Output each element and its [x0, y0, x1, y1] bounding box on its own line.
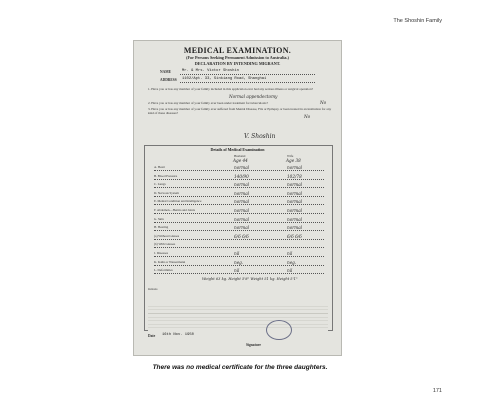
date-value: 16th Nov. 1950: [162, 333, 194, 337]
result-row-wife: normal: [287, 182, 303, 188]
result-row-label: G. Skin: [154, 216, 164, 221]
result-row-husband: nil: [234, 251, 240, 256]
result-row-label: (b) With Glasses: [154, 242, 176, 247]
result-row-dotline: [154, 179, 324, 180]
answer-3: No: [304, 114, 311, 119]
result-row-label: B. Blood Pressure: [154, 173, 178, 178]
question-3: 3. Have you or has any member of your family ever suffered from Mental Disease, Fits or Epilepsy or been treated in an institution for any kind of these diseases?: [148, 107, 332, 115]
result-row-husband: normal: [234, 182, 250, 188]
result-row-label: K. Kahn or Wassermann: [154, 259, 186, 264]
result-row-wife: neg.: [287, 259, 297, 265]
result-row-dotline: [154, 204, 324, 205]
remarks: [148, 288, 328, 292]
result-row-husband: normal: [234, 216, 250, 222]
running-head: The Shoshin Family: [393, 18, 442, 24]
question-1: 1. Have you or has any member of your family included in this application ever had any serious illness or surgical operation?: [148, 87, 314, 91]
figure-caption: There was no medical certificate for the three daughters.: [152, 364, 328, 371]
result-row-wife: normal: [287, 208, 303, 213]
result-row-dotline: [154, 247, 324, 248]
result-row-label: H. Hearing: [154, 225, 169, 230]
col-wife: Wife: [287, 154, 294, 158]
result-row-dotline: [154, 265, 324, 266]
result-row-wife: normal: [287, 225, 303, 231]
answer-2: No: [320, 100, 327, 105]
result-row-dotline: [154, 230, 324, 231]
weight-line: Weight 63 kg. Height 5'8" Weight 51 kg. Height 5'1": [202, 277, 298, 281]
name-dotline: [180, 74, 315, 75]
result-row-husband: normal: [234, 225, 250, 231]
col-age-husband: Age 44: [233, 158, 248, 163]
result-row-husband: normal: [234, 199, 250, 205]
document-declaration: DECLARATION BY INTENDING MIGRANT.: [194, 61, 281, 66]
document-title: MEDICAL EXAMINATION.: [183, 46, 292, 55]
answer-1: Normal appendectomy: [229, 94, 278, 99]
result-row-dotline: [154, 170, 324, 171]
result-row-wife: normal: [287, 199, 303, 205]
address-dotline: [180, 82, 315, 83]
result-row-label: L. Deformities: [154, 268, 173, 273]
result-row-husband: 6/6 6/6: [234, 233, 249, 239]
result-row-dotline: [154, 213, 324, 214]
result-row-wife: 6/6 6/6: [287, 233, 302, 239]
page-number: 171: [432, 388, 442, 394]
result-row-husband: nil: [234, 268, 240, 274]
name-value: Mr. & Mrs. Victor Shoshin: [182, 69, 239, 73]
result-row-dotline: [154, 222, 324, 223]
result-row-dotline: [154, 256, 324, 257]
remarks-label: Remarks: [148, 288, 158, 291]
result-row-wife: normal: [287, 165, 303, 170]
result-row-wife: normal: [287, 190, 303, 196]
result-row-label: F. Abdomen—Hernia and Joints: [154, 208, 196, 212]
result-row-wife: normal: [287, 216, 303, 222]
name-label: NAME: [160, 70, 171, 74]
address-value: 1102/Apt. 33, Sinkiang Road, Shanghai: [182, 77, 267, 81]
result-row-dotline: [154, 239, 324, 240]
result-row-wife: 102/78: [287, 173, 302, 179]
declaration-paragraph: [148, 303, 328, 331]
date-label: Date: [148, 334, 156, 338]
result-row-label: E. Mental Condition and Intelligence: [154, 199, 202, 204]
result-row-label: A. Heart: [154, 165, 165, 169]
result-row-wife: nil: [287, 268, 293, 274]
result-row-husband: 140/90: [234, 173, 249, 179]
result-row-wife: nil: [287, 251, 293, 256]
document-subtitle: (For Persons Seeking Permanent Admission to Australia.): [186, 55, 289, 60]
address-label: ADDRESS: [160, 78, 177, 82]
result-row-husband: normal: [234, 190, 250, 196]
question-2: 2. Have you or has any member of your family ever been under treatment for tuberculosis?: [148, 101, 268, 105]
result-row-label: D. Nervous System: [154, 190, 179, 195]
result-row-label: C. Lungs: [154, 182, 166, 187]
result-row-dotline: [154, 273, 324, 274]
medical-examination-scan: [134, 41, 341, 355]
col-husband: Husband: [234, 154, 246, 158]
results-title: Details of Medical Examination: [210, 147, 265, 152]
applicant-signature: V. Shoshin: [244, 133, 276, 140]
result-row-label: (a) Without Glasses: [154, 233, 180, 238]
result-row-husband: normal: [234, 165, 250, 170]
result-row-label: J. Diseases: [154, 251, 168, 255]
result-row-husband: neg.: [234, 259, 244, 265]
result-row-husband: normal: [234, 208, 250, 213]
official-stamp: [266, 320, 292, 340]
signature-label: Signature: [246, 343, 261, 347]
result-row-dotline: [154, 196, 324, 197]
col-age-wife: Age 38: [286, 158, 301, 163]
result-row-dotline: [154, 187, 324, 188]
